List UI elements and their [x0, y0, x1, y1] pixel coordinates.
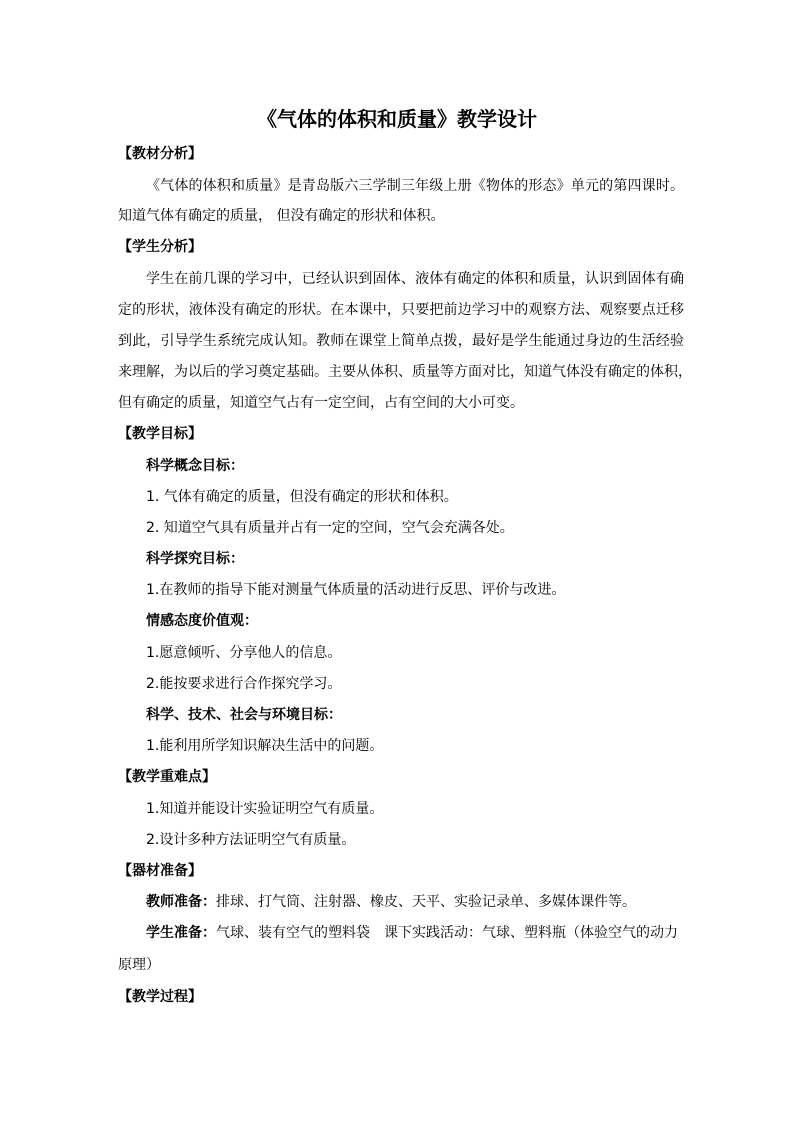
teacher-preparation-label: 教师准备： — [146, 894, 216, 910]
list-item: 1.愿意倾听、分享他人的信息。 — [146, 645, 342, 661]
subheading-sts-goals: 科学、技术、社会与环境目标： — [146, 707, 342, 723]
student-preparation-continuation: 原理） — [118, 957, 160, 973]
section-heading-materials: 【器材准备】 — [118, 863, 202, 879]
paragraph-line: 到此，引导学生系统完成认知。教师在课堂上简单点拨，最好是学生能通过身边的生活经验 — [118, 333, 684, 349]
teacher-preparation — [146, 892, 636, 912]
list-item: 1.在教师的指导下能对测量气体质量的活动进行反思、评价与改进。 — [146, 582, 566, 598]
student-preparation-label: 学生准备： — [146, 925, 216, 941]
section-heading-process: 【教学过程】 — [118, 989, 202, 1005]
paragraph-line: 来理解，为以后的学习奠定基础。主要从体积、质量等方面对比，知道气体没有确定的体积， — [118, 364, 692, 380]
document-title: 《气体的体积和质量》教学设计 — [257, 107, 537, 131]
list-item: 2. 知道空气具有质量并占有一定的空间，空气会充满各处。 — [146, 520, 514, 536]
list-item: 1. 气体有确定的质量，但没有确定的形状和体积。 — [146, 489, 458, 505]
section-heading-material-analysis: 【教材分析】 — [118, 146, 202, 162]
list-item: 1.能利用所学知识解决生活中的问题。 — [146, 738, 384, 754]
list-item: 2.能按要求进行合作探究学习。 — [146, 676, 342, 692]
teacher-preparation-text: 排球、打气筒、注射器、橡皮、天平、实验记录单、多媒体课件等。 — [216, 894, 636, 910]
paragraph-line: 知道气体有确定的质量， 但没有确定的形状和体积。 — [118, 208, 445, 224]
section-heading-teaching-goals: 【教学目标】 — [118, 426, 202, 442]
paragraph-line: 但有确定的质量，知道空气占有一定空间，占有空间的大小可变。 — [118, 395, 524, 411]
list-item: 2.设计多种方法证明空气有质量。 — [146, 832, 356, 848]
subheading-concept-goals: 科学概念目标： — [146, 458, 244, 474]
student-preparation — [146, 923, 678, 943]
list-item: 1.知道并能设计实验证明空气有质量。 — [146, 801, 384, 817]
section-heading-student-analysis: 【学生分析】 — [118, 239, 202, 255]
paragraph-line: 《气体的体积和质量》是青岛版六三学制三年级上册《物体的形态》单元的第四课时。 — [146, 178, 684, 194]
student-preparation-text: 气球、装有空气的塑料袋 课下实践活动：气球、塑料瓶（体验空气的动力 — [216, 925, 678, 941]
paragraph-line: 定的形状，液体没有确定的形状。在本课中，只要把前边学习中的观察方法、观察要点迁移 — [118, 302, 684, 318]
paragraph-line: 学生在前几课的学习中，已经认识到固体、液体有确定的体积和质量，认识到固体有确 — [146, 271, 684, 287]
section-heading-key-points: 【教学重难点】 — [118, 769, 216, 785]
subheading-attitude-goals: 情感态度价值观： — [146, 613, 258, 629]
subheading-inquiry-goals: 科学探究目标： — [146, 551, 244, 567]
